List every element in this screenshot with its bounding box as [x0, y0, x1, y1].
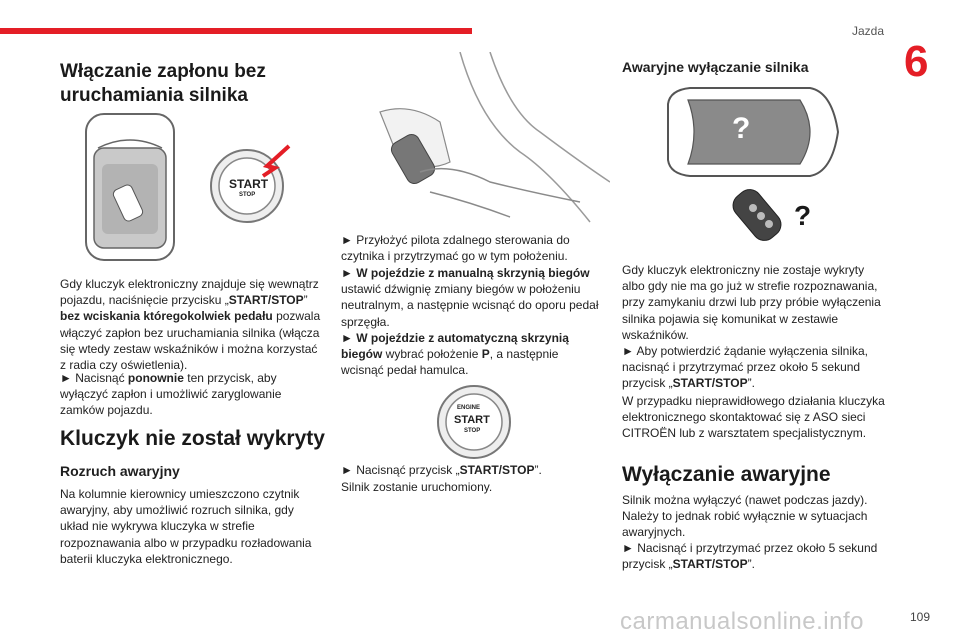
key-fob-illustration — [728, 182, 794, 248]
middle-paragraph-4: ► Nacisnąć przycisk „START/STOP”. — [341, 463, 542, 477]
chapter-number: 6 — [904, 37, 929, 86]
emergency-shutdown-heading: Wyłączanie awaryjne — [622, 463, 831, 486]
watermark: carmanualsonline.info — [620, 608, 864, 635]
engine-start-label: START — [454, 414, 490, 426]
top-red-bar — [0, 28, 472, 34]
right-paragraph-3: W przypadku nieprawidłowego działania kluczyka elektronicznego skontaktować się z ASO sieci CITROËN lub z warsztatem specjalistycznym. — [622, 394, 885, 441]
left-paragraph-1: Gdy kluczyk elektroniczny znajduje się wewnątrz pojazdu, naciśnięcie przycisku „START/STOP” bez wciskania któregokolwiek pedału pozwala włączyć zapłon bez uruchamiania silnika (włącza się wtedy zestaw wskaźników i można korzystać z radia czy oświetlenia). — [60, 277, 321, 373]
left-paragraph-3: Na kolumnie kierownicy umieszczono czytnik awaryjny, aby umożliwić rozruch silnika, gdy układ nie wykrywa kluczyka w strefie rozpoznawania albo w przypadku rozładowania baterii kluczyka elektronicznego. — [60, 487, 312, 566]
stop-label: STOP — [239, 192, 256, 198]
steering-reader-illustration — [340, 52, 610, 224]
middle-paragraph-1: ► Przyłożyć pilota zdalnego sterowania do czytnika i przytrzymać go w tym położeniu. — [341, 233, 570, 264]
middle-paragraph-2: ► W pojeździe z manualną skrzynią biegów ustawić dźwignię zmiany biegów w położeniu neutralnym, a następnie wcisnąć do oporu pedał sprzęgła. — [341, 266, 599, 329]
emergency-start-heading: Rozruch awaryjny — [60, 463, 180, 479]
start-label: START — [229, 177, 269, 191]
left-title: Włączanie zapłonu bez uruchamiania silnika — [60, 61, 266, 106]
right-paragraph-1: Gdy kluczyk elektroniczny nie zostaje wykryty albo gdy nie ma go już w strefie rozpoznawania, przy zamykaniu drzwi lub przy próbie wyłączenia silnika pojawia się komunikat w zestawie wskaźników. — [622, 263, 881, 342]
question-mark-key: ? — [794, 200, 812, 231]
right-paragraph-5: ► Nacisnąć i przytrzymać przez około 5 sekund przycisk „START/STOP”. — [622, 541, 878, 572]
engine-label: ENGINE — [457, 405, 481, 411]
middle-paragraph-3: ► W pojeździe z automatyczną skrzynią biegów wybrać położenie P, a następnie wcisnąć pedał hamulca. — [341, 331, 569, 378]
emergency-off-heading: Awaryjne wyłączanie silnika — [622, 59, 809, 75]
car-topview-illustration — [80, 112, 180, 262]
question-mark-car: ? — [732, 112, 751, 145]
page-number: 109 — [910, 610, 931, 624]
left-paragraph-2: ► Nacisnąć ponownie ten przycisk, aby wyłączyć zapłon i umożliwić zaryglowanie zamków pojazdu. — [60, 371, 282, 418]
right-paragraph-4: Silnik można wyłączyć (nawet podczas jazdy). Należy to jednak robić wyłącznie w sytuacjach awaryjnych. — [622, 493, 868, 540]
right-paragraph-2: ► Aby potwierdzić żądanie wyłączenia silnika, nacisnąć i przytrzymać przez około 5 sekund przycisk „START/STOP”. — [622, 344, 868, 391]
middle-paragraph-5: Silnik zostanie uruchomiony. — [341, 480, 493, 494]
key-not-detected-heading: Kluczyk nie został wykryty — [60, 427, 325, 450]
engine-stop-label: STOP — [464, 428, 481, 434]
section-header: Jazda — [852, 24, 885, 38]
